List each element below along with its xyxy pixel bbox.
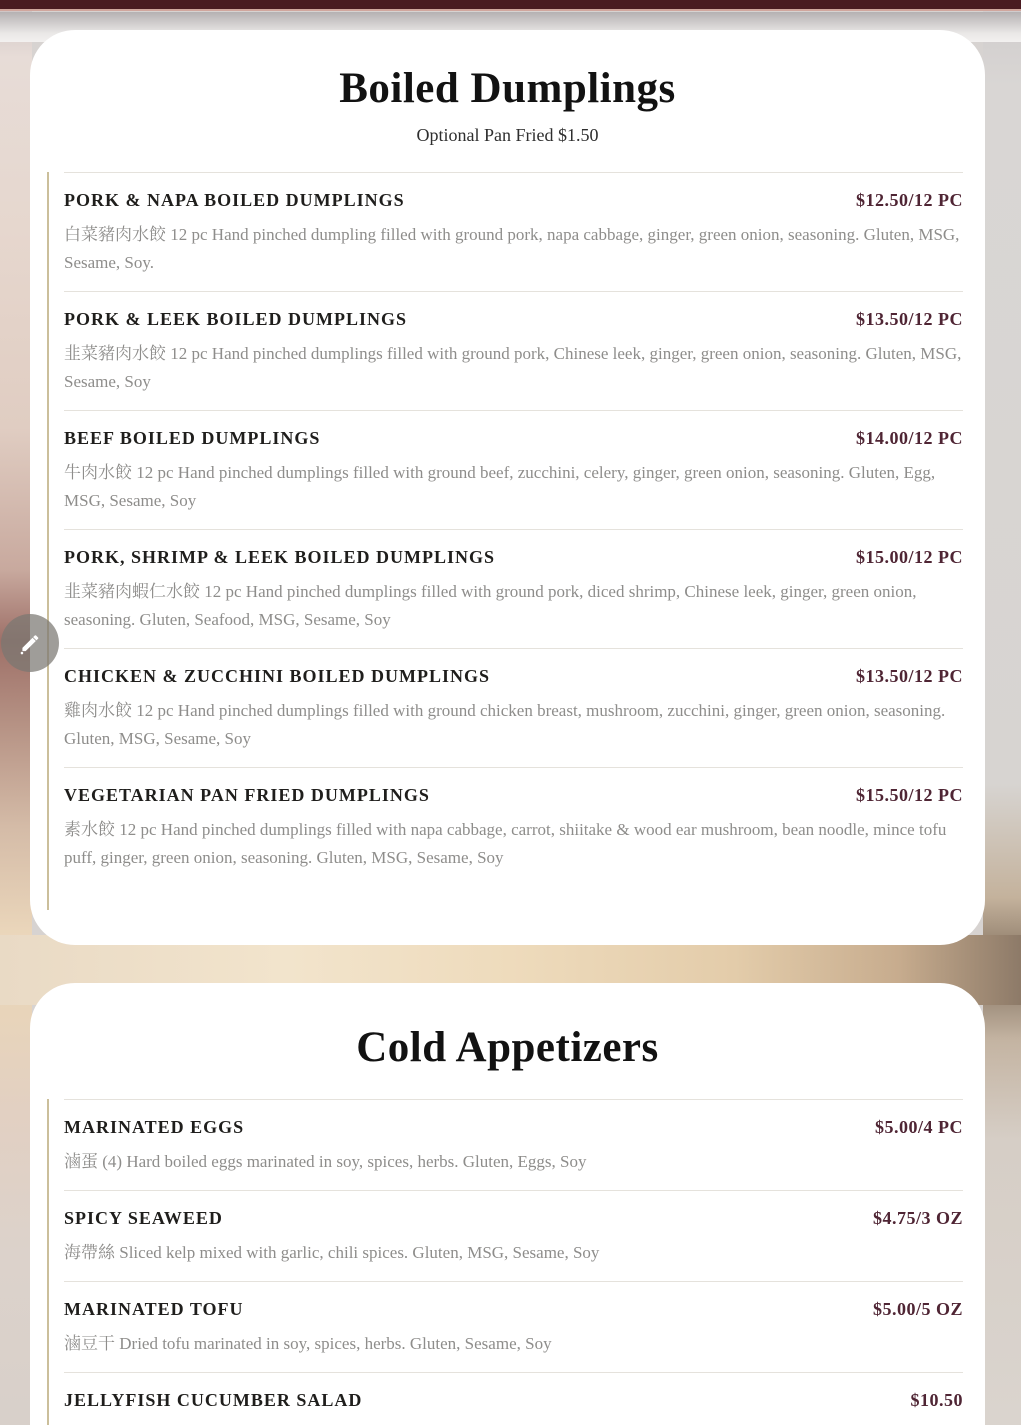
top-bar: [0, 0, 1021, 11]
item-name: PORK & LEEK BOILED DUMPLINGS: [64, 309, 408, 329]
menu-item: [64, 410, 963, 529]
item-description: 滷蛋 (4) Hard boiled eggs marinated in soy, spices, herbs. Gluten, Eggs, Soy: [64, 1152, 587, 1171]
section-cold-appetizers: [30, 983, 985, 1425]
item-price: $13.50/12 PC: [856, 309, 963, 329]
menu-items-list: [47, 172, 963, 910]
edit-button[interactable]: [1, 614, 59, 672]
menu-item: [64, 1281, 963, 1372]
item-name: MARINATED EGGS: [64, 1117, 245, 1137]
item-name: PORK, SHRIMP & LEEK BOILED DUMPLINGS: [64, 547, 496, 567]
item-price: $10.50: [910, 1390, 963, 1410]
item-description: 白菜豬肉水餃 12 pc Hand pinched dumpling filled with ground pork, napa cabbage, ginger, green onion, seasoning. Gluten, MSG, Sesame, Soy.: [64, 225, 960, 272]
menu-item: [64, 767, 963, 886]
item-price: $15.00/12 PC: [856, 547, 963, 567]
item-price: $14.00/12 PC: [856, 428, 963, 448]
item-description: 素水餃 12 pc Hand pinched dumplings filled with napa cabbage, carrot, shiitake & wood ear mushroom, bean noodle, mince tofu puff, ginger, green onion, seasoning. Gluten, MSG, Sesame, Soy: [64, 820, 947, 867]
menu-item: [64, 1099, 963, 1190]
background-photo-left-strip: [0, 0, 32, 1425]
item-name: CHICKEN & ZUCCHINI BOILED DUMPLINGS: [64, 666, 491, 686]
item-description: 雞肉水餃 12 pc Hand pinched dumplings filled with ground chicken breast, mushroom, zucchini, ginger, green onion, seasoning. Gluten, MSG, Sesame, Soy: [64, 701, 946, 748]
item-price: $5.00/5 OZ: [872, 1299, 963, 1319]
item-description: 牛肉水餃 12 pc Hand pinched dumplings filled with ground beef, zucchini, celery, ginger, green onion, seasoning. Gluten, Egg, MSG, Sesame, Soy: [64, 463, 936, 510]
item-name: SPICY SEAWEED: [64, 1208, 223, 1228]
menu-items-list: [47, 1099, 963, 1425]
item-description: 韭菜豬肉蝦仁水餃 12 pc Hand pinched dumplings filled with ground pork, diced shrimp, Chinese leek, ginger, green onion, seasoning. Gluten, Seafood, MSG, Sesame, Soy: [64, 582, 917, 629]
background-photo-right-strip: [983, 0, 1021, 1425]
item-price: $12.50/12 PC: [856, 190, 963, 210]
section-subtitle: Optional Pan Fried $1.50: [416, 125, 599, 145]
section-boiled-dumplings: [30, 30, 985, 945]
menu-item: [64, 648, 963, 767]
item-name: VEGETARIAN PAN FRIED DUMPLINGS: [64, 785, 430, 805]
item-name: MARINATED TOFU: [64, 1299, 244, 1319]
pencil-icon: [16, 629, 44, 657]
item-price: $4.75/3 OZ: [872, 1208, 963, 1228]
item-name: BEEF BOILED DUMPLINGS: [64, 428, 321, 448]
item-name: JELLYFISH CUCUMBER SALAD: [64, 1390, 363, 1410]
menu-item: [64, 529, 963, 648]
menu-item: [64, 172, 963, 291]
item-name: PORK & NAPA BOILED DUMPLINGS: [64, 190, 405, 210]
item-description: 海帶絲 Sliced kelp mixed with garlic, chili spices. Gluten, MSG, Sesame, Soy: [64, 1243, 600, 1262]
item-price: $15.50/12 PC: [856, 785, 963, 805]
item-description: 滷豆干 Dried tofu marinated in soy, spices, herbs. Gluten, Sesame, Soy: [64, 1334, 552, 1353]
menu-item: [64, 1372, 963, 1425]
menu-item: [64, 291, 963, 410]
menu-item: [64, 1190, 963, 1281]
item-description: 韭菜豬肉水餃 12 pc Hand pinched dumplings filled with ground pork, Chinese leek, ginger, green onion, seasoning. Gluten, MSG, Sesame, Soy: [64, 344, 962, 391]
section-title: Boiled Dumplings: [339, 65, 676, 112]
item-price: $5.00/4 PC: [875, 1117, 963, 1137]
section-title: Cold Appetizers: [356, 1024, 659, 1071]
item-price: $13.50/12 PC: [856, 666, 963, 686]
